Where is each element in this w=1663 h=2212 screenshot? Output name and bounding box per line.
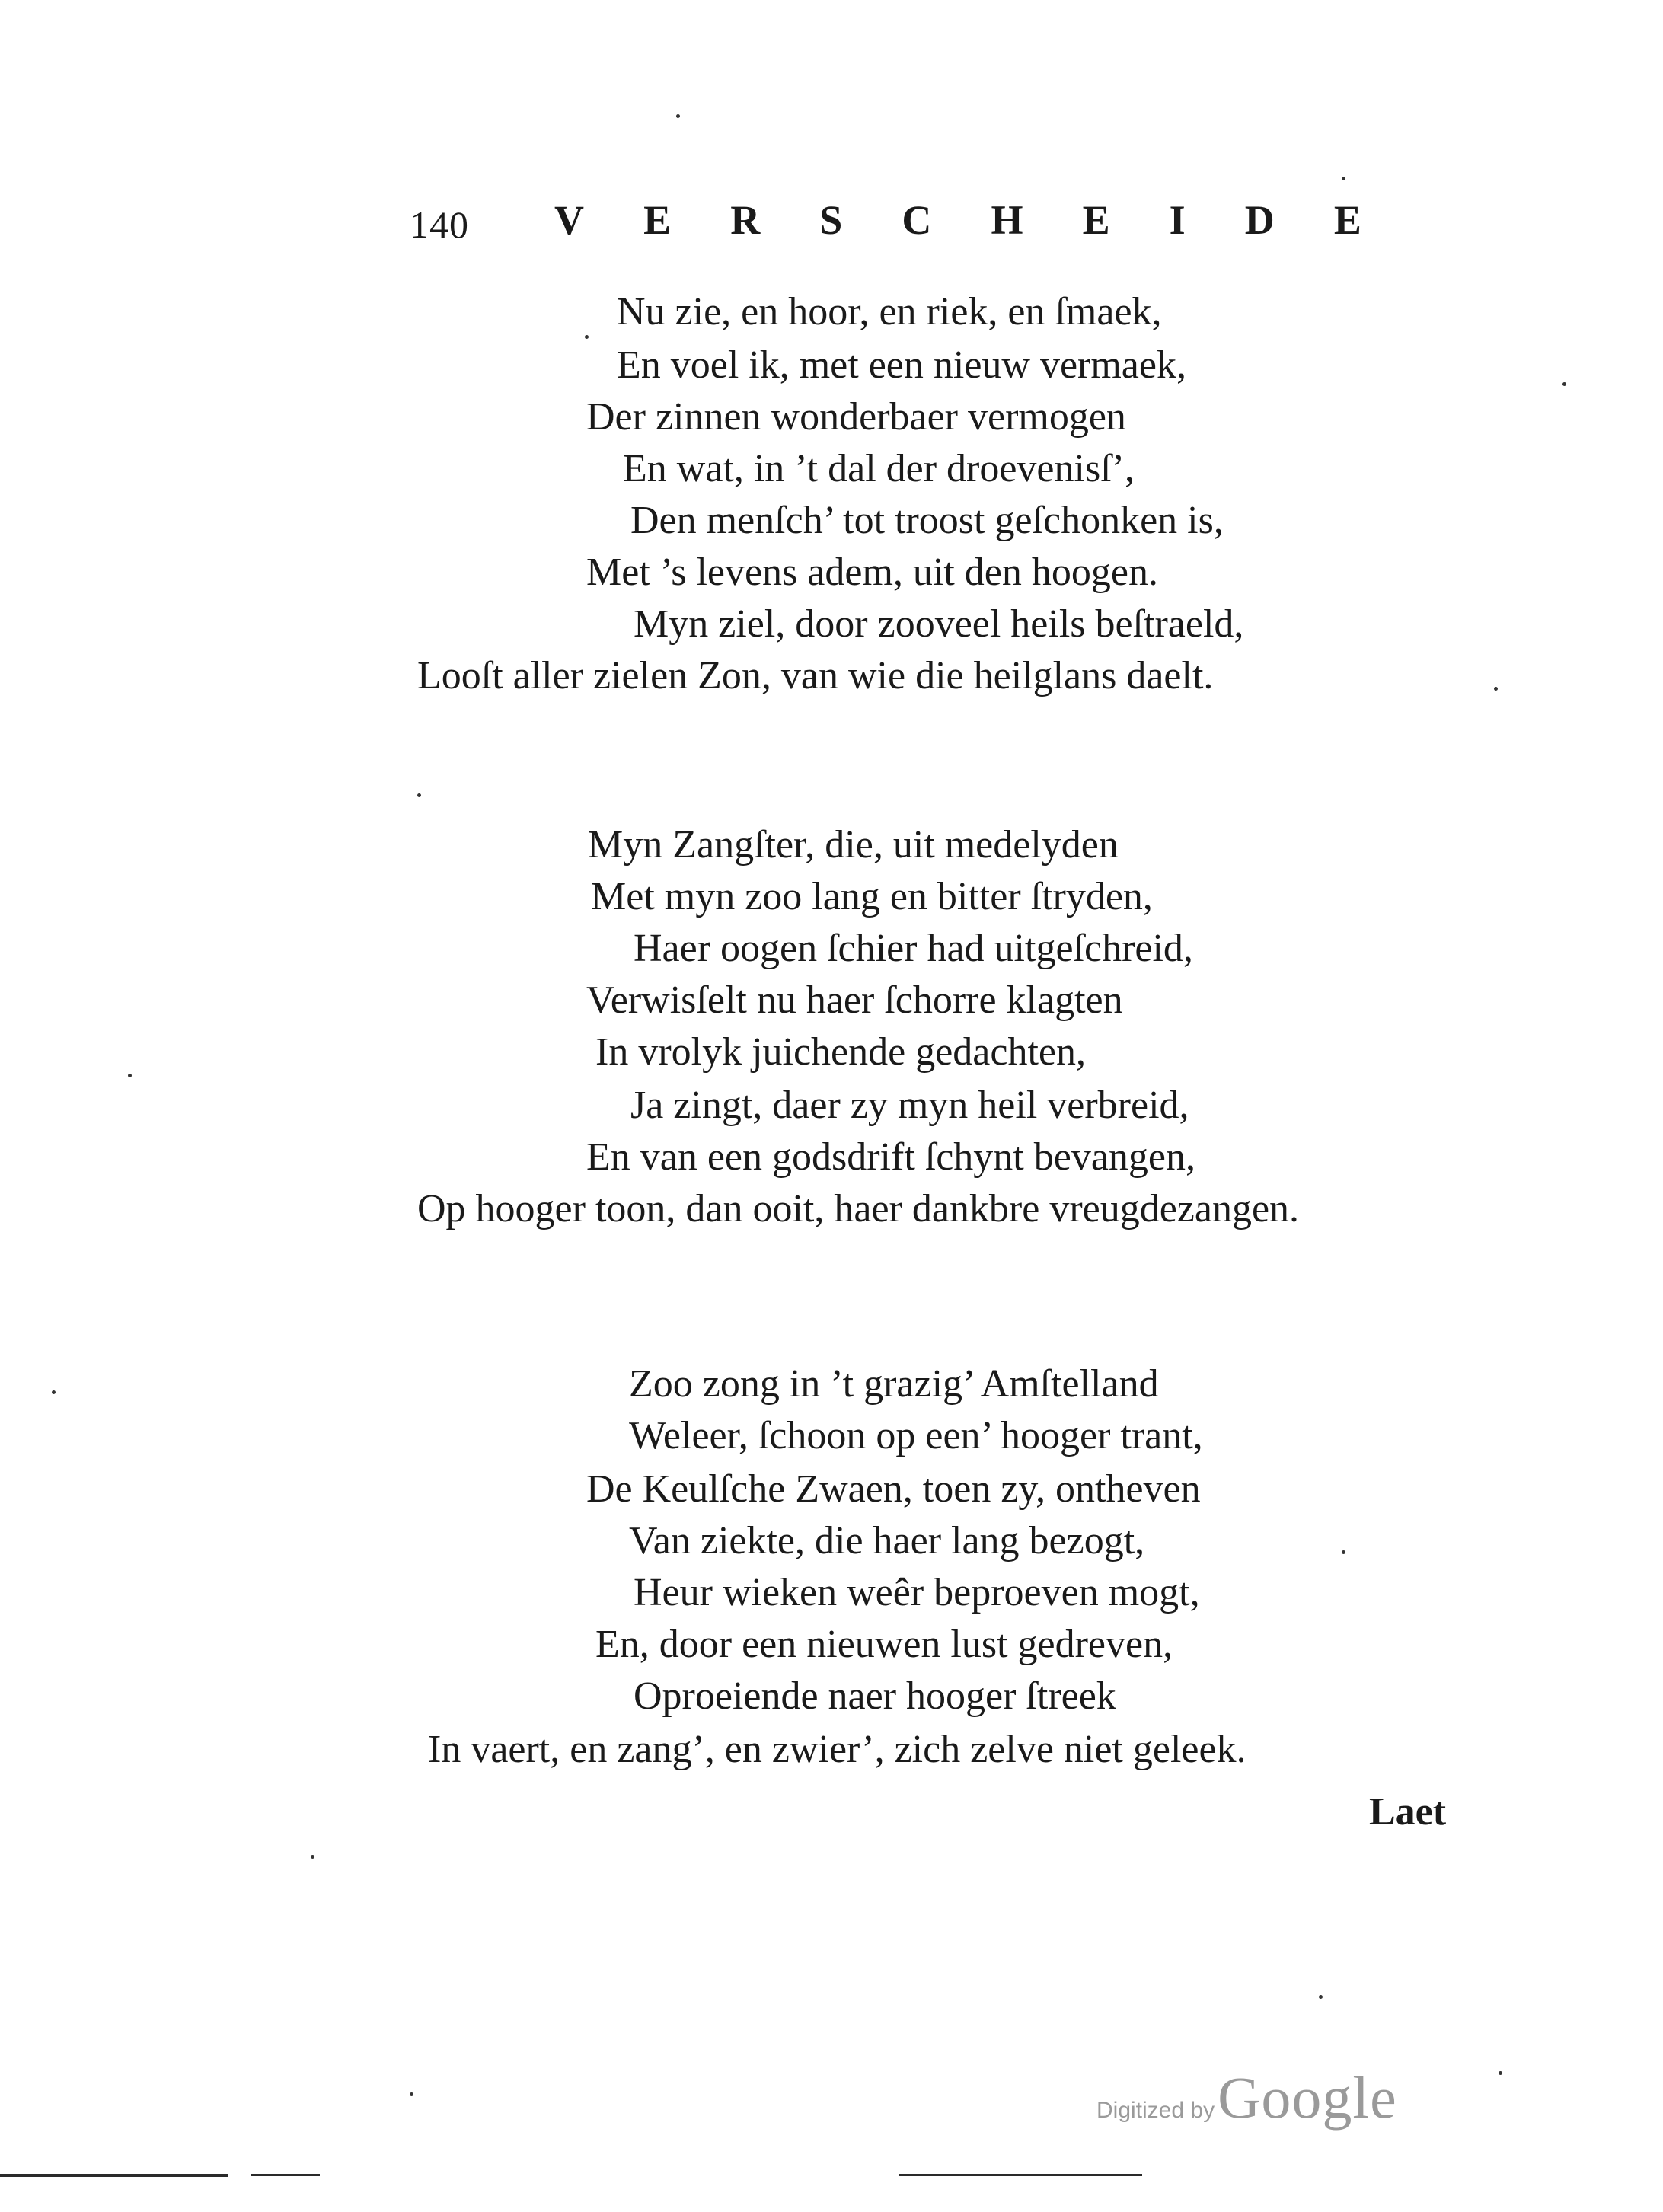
verse-line: Heur wieken weêr beproeven mogt,	[634, 1571, 1200, 1614]
digitized-by-watermark	[1096, 2064, 1397, 2132]
verse-line: Met ’s levens adem, uit den hoogen.	[586, 551, 1158, 594]
scan-speck	[676, 114, 680, 118]
verse-line: In vaert, en zang’, en zwier’, zich zelve niet geleek.	[428, 1728, 1246, 1771]
verse-line: En van een godsdrift ſchynt bevangen,	[586, 1135, 1195, 1179]
page-number: 140	[410, 203, 469, 246]
scan-speck	[1342, 177, 1345, 180]
verse-line: Myn Zangſter, die, uit medelyden	[588, 823, 1119, 867]
verse-line: Den menſch’ tot troost geſchonken is,	[630, 499, 1224, 542]
verse-line: Der zinnen wonderbaer vermogen	[586, 395, 1126, 439]
bottom-edge-rule	[0, 2174, 228, 2177]
scan-speck	[585, 335, 589, 339]
running-head-letter: H	[991, 197, 1023, 243]
running-head-letter: R	[730, 197, 761, 243]
scan-speck	[1342, 1550, 1345, 1554]
verse-line: Van ziekte, die haer lang bezogt,	[629, 1519, 1145, 1562]
bottom-edge-rule	[251, 2174, 320, 2176]
verse-line: Ja zingt, daer zy myn heil verbreid,	[630, 1084, 1189, 1127]
scan-speck	[128, 1074, 132, 1077]
verse-line: De Keulſche Zwaen, toen zy, ontheven	[586, 1467, 1201, 1511]
bottom-edge-rule	[899, 2174, 1142, 2176]
scan-speck	[1494, 687, 1498, 691]
verse-line: En wat, in ’t dal der droevenisſ’,	[623, 447, 1135, 490]
scan-speck	[410, 2092, 413, 2096]
verse-line: Looſt aller zielen Zon, van wie die heilglans daelt.	[417, 654, 1214, 697]
scan-speck	[311, 1855, 314, 1859]
verse-line: Verwisſelt nu haer ſchorre klagten	[586, 978, 1123, 1022]
verse-line: Op hooger toon, dan ooit, haer dankbre vreugdezangen.	[417, 1187, 1300, 1230]
scan-speck	[417, 793, 421, 797]
scan-speck	[1319, 1995, 1323, 1999]
running-head-letter: I	[1169, 197, 1186, 243]
verse-line: Weleer, ſchoon op een’ hooger trant,	[629, 1414, 1203, 1457]
running-head-letter: D	[1244, 197, 1275, 243]
verse-line: In vrolyk juichende gedachten,	[595, 1030, 1086, 1074]
verse-line: Haer oogen ſchier had uitgeſchreid,	[634, 927, 1193, 970]
running-head-letter: E	[643, 197, 672, 243]
running-head	[554, 196, 1361, 244]
verse-line: Myn ziel, door zooveel heils beſtraeld,	[634, 602, 1244, 646]
verse-line: Oproeiende naer hooger ſtreek	[634, 1674, 1116, 1718]
verse-line: Zoo zong in ’t grazig’ Amſtelland	[629, 1362, 1159, 1406]
verse-line: En, door een nieuwen lust gedreven,	[595, 1623, 1173, 1666]
google-wordmark: Google	[1218, 2064, 1397, 2131]
digitized-label: Digitized by	[1096, 2098, 1215, 2123]
running-head-letter: S	[819, 197, 843, 243]
scan-speck	[1499, 2071, 1502, 2075]
running-head-letter: C	[902, 197, 932, 243]
verse-line: Nu zie, en hoor, en riek, en ſmaek,	[617, 290, 1162, 334]
scan-speck	[52, 1390, 56, 1394]
verse-line: En voel ik, met een nieuw vermaek,	[617, 343, 1186, 387]
verse-line: Met myn zoo lang en bitter ſtryden,	[591, 875, 1153, 918]
running-head-letter: V	[554, 197, 584, 243]
running-head-letter: E	[1333, 197, 1361, 243]
scan-speck	[1562, 382, 1566, 386]
running-head-letter: E	[1082, 197, 1110, 243]
catchword: Laet	[1369, 1790, 1447, 1834]
